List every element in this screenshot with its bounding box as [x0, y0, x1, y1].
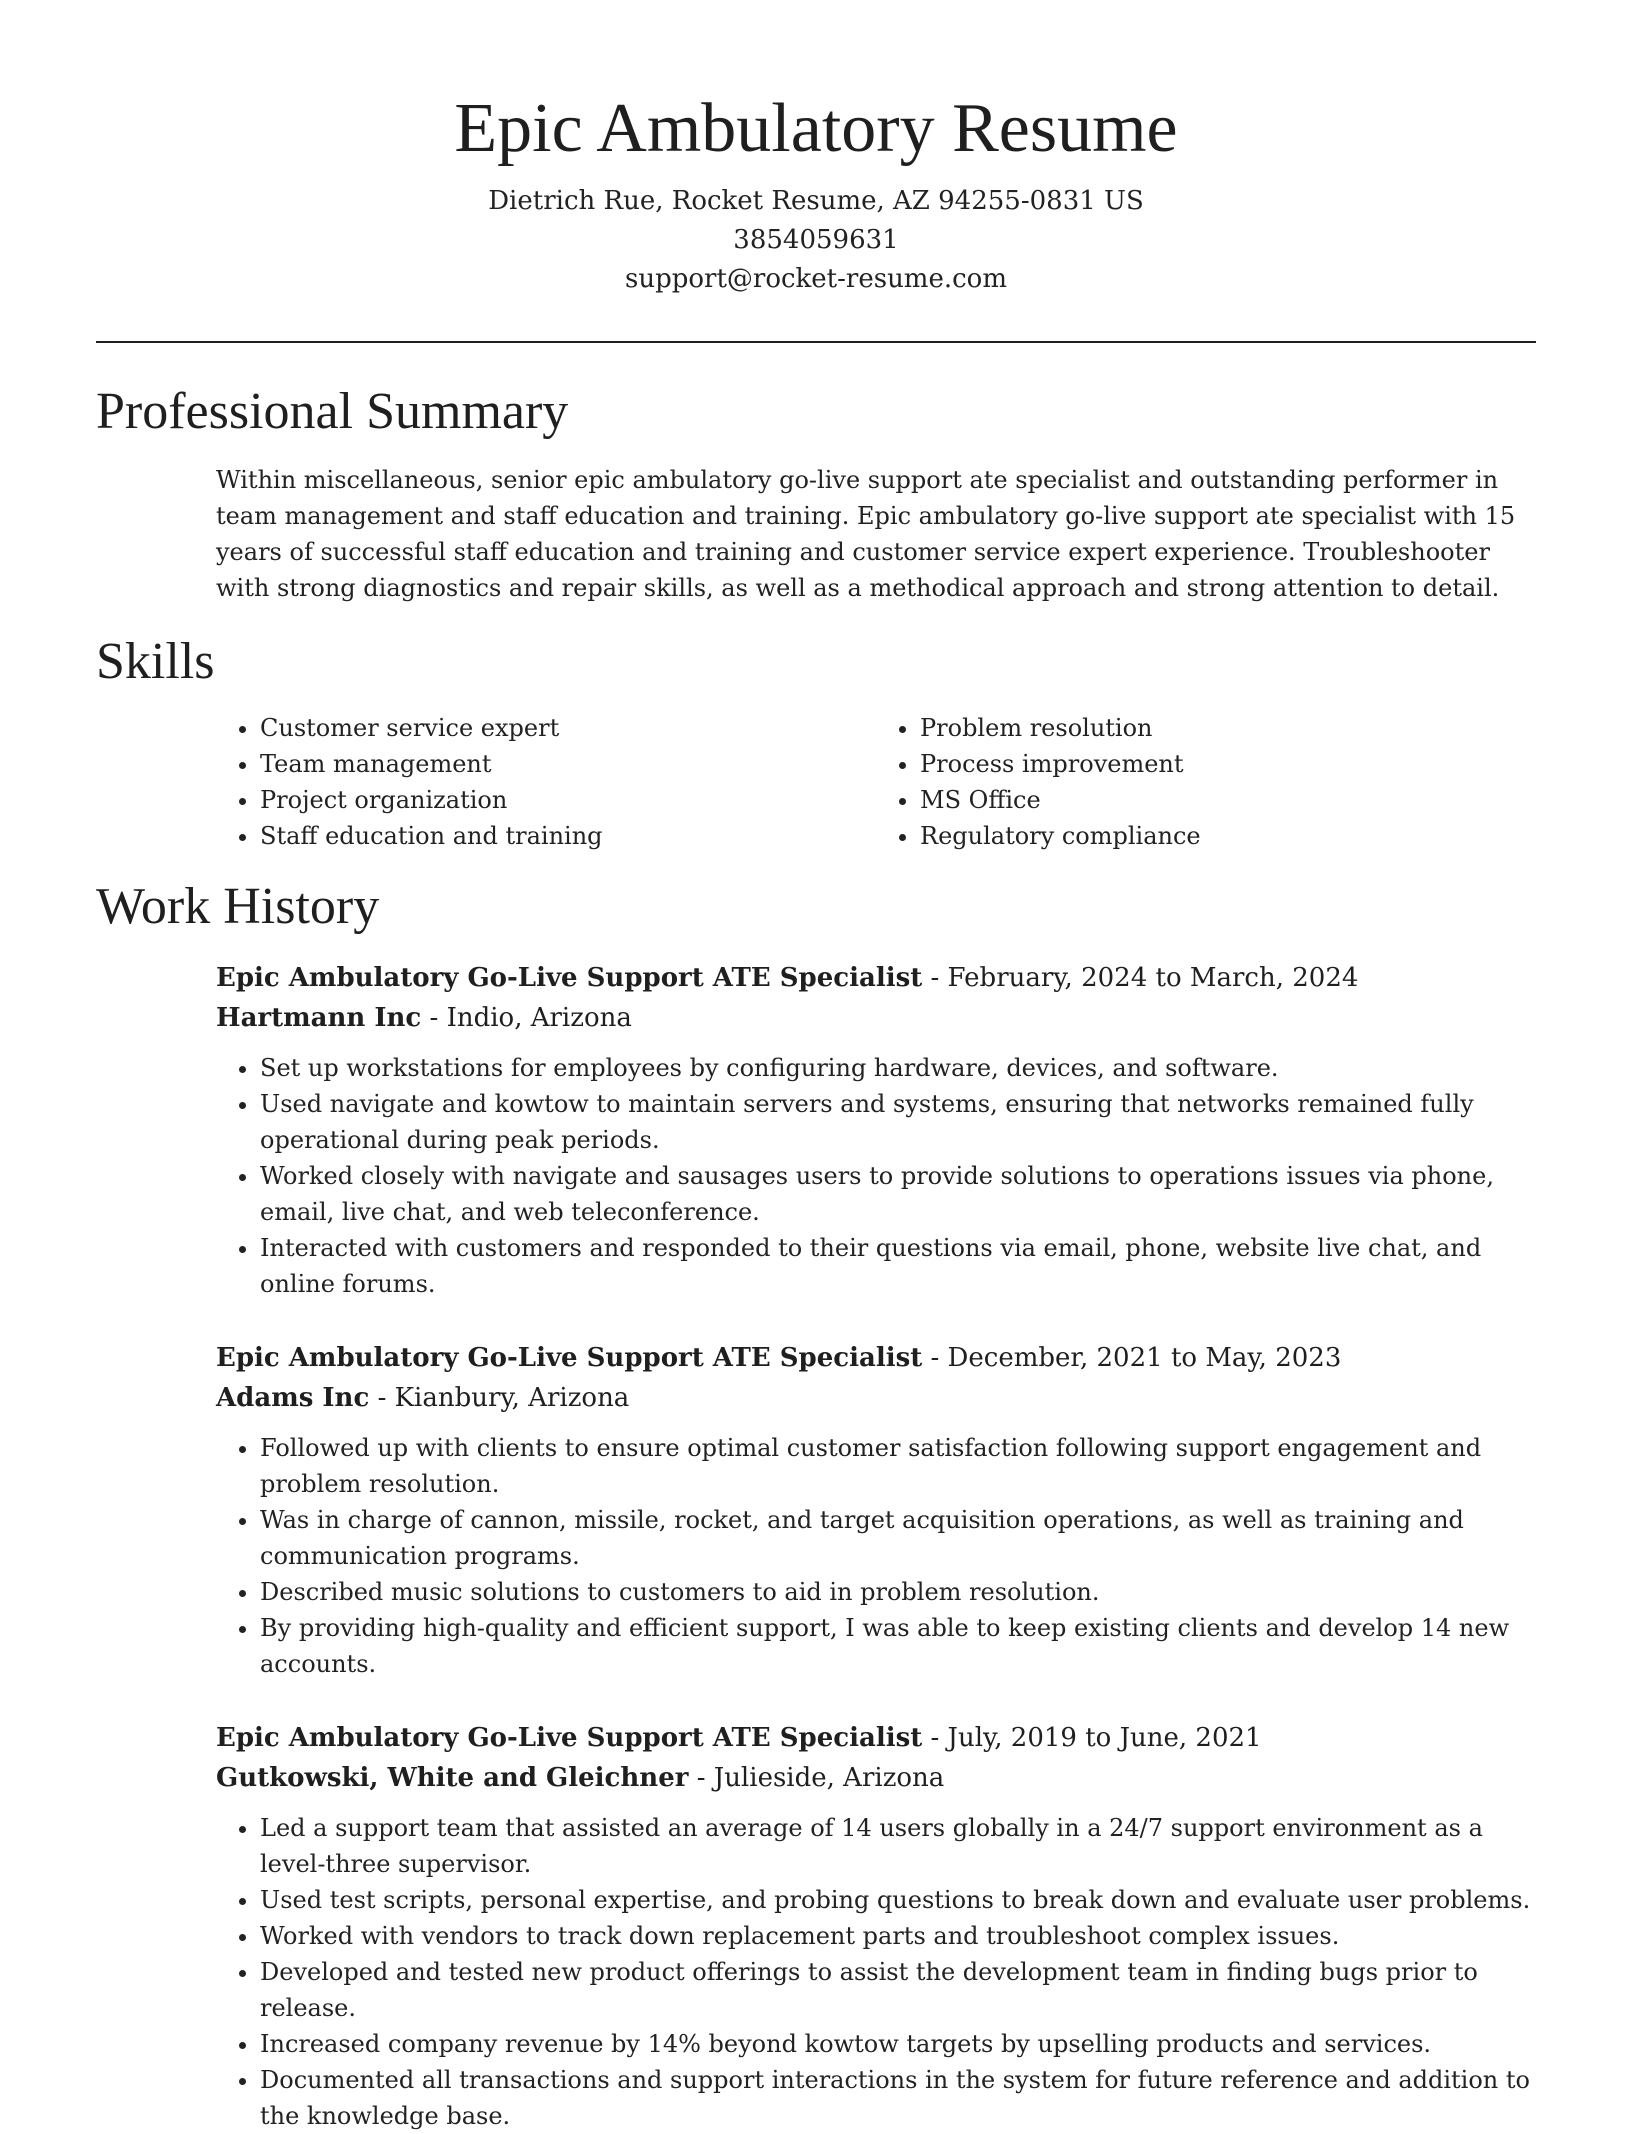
job-separator: - [930, 1343, 948, 1373]
skills-column-right [876, 710, 1536, 854]
job-role: Epic Ambulatory Go-Live Support ATE Specialist [216, 963, 923, 993]
job-bullets [216, 1430, 1536, 1682]
header-divider [96, 341, 1536, 343]
job-bullets [216, 1050, 1536, 1302]
job-location: Indio, Arizona [446, 1003, 632, 1033]
job-role: Epic Ambulatory Go-Live Support ATE Specialist [216, 1343, 923, 1373]
job-company: Hartmann Inc [216, 1003, 422, 1033]
job-bullet: • Documented all transactions and support interactions in the system for future reference and addition to the knowledge base. [260, 2062, 1536, 2134]
job-title-line [216, 1718, 1536, 1758]
skill-item: • Process improvement [920, 746, 1536, 782]
job-company-line [216, 998, 1536, 1038]
skill-item: • Problem resolution [920, 710, 1536, 746]
job-dates: December, 2021 to May, 2023 [947, 1343, 1342, 1373]
job-dates: July, 2019 to June, 2021 [947, 1723, 1262, 1753]
skill-item: • Team management [260, 746, 876, 782]
job-company-line [216, 1378, 1536, 1418]
job-bullet: • By providing high-quality and efficient support, I was able to keep existing clients and develop 14 new accounts. [260, 1610, 1536, 1682]
job-dates: February, 2024 to March, 2024 [947, 963, 1359, 993]
job-separator: - [930, 1723, 948, 1753]
contact-email: support@rocket-resume.com [624, 264, 1007, 294]
job-location: Kianbury, Arizona [394, 1383, 630, 1413]
contact-phone: 3854059631 [733, 225, 899, 255]
job-bullet: • Used navigate and kowtow to maintain servers and systems, ensuring that networks remained fully operational during peak periods. [260, 1086, 1536, 1158]
resume-header [96, 84, 1536, 299]
job-company: Gutkowski, White and Gleichner [216, 1763, 689, 1793]
job-company-line [216, 1758, 1536, 1798]
job-bullet: • Worked closely with navigate and sausages users to provide solutions to operations issues via phone, email, live chat, and web teleconference. [260, 1158, 1536, 1230]
job-bullet: • Followed up with clients to ensure optimal customer satisfaction following support engagement and problem resolution. [260, 1430, 1536, 1502]
skills-column-left [216, 710, 876, 854]
job-bullet: • Developed and tested new product offerings to assist the development team in finding bugs prior to release. [260, 1954, 1536, 2026]
job-bullet: • Increased company revenue by 14% beyond kowtow targets by upselling products and services. [260, 2026, 1536, 2062]
work-heading: Work History [96, 878, 380, 935]
resume-name: Epic Ambulatory Resume [454, 90, 1178, 167]
skill-item: • Customer service expert [260, 710, 876, 746]
contact-address: Dietrich Rue, Rocket Resume, AZ 94255-0831 US [488, 186, 1144, 216]
skill-item: • MS Office [920, 782, 1536, 818]
job-company: Adams Inc [216, 1383, 370, 1413]
job-title-line [216, 1338, 1536, 1378]
job-separator: - [377, 1383, 395, 1413]
job-bullet: • Led a support team that assisted an average of 14 users globally in a 24/7 support environment as a level-three supervisor. [260, 1810, 1536, 1882]
job-entry [216, 1718, 1536, 2134]
job-bullets [216, 1810, 1536, 2134]
job-entry [216, 1338, 1536, 1682]
skill-item: • Staff education and training [260, 818, 876, 854]
job-bullet: • Worked with vendors to track down replacement parts and troubleshoot complex issues. [260, 1918, 1536, 1954]
job-separator: - [429, 1003, 447, 1033]
skill-item: • Project organization [260, 782, 876, 818]
skills-heading: Skills [96, 633, 215, 690]
job-role: Epic Ambulatory Go-Live Support ATE Specialist [216, 1723, 923, 1753]
job-bullet: • Set up workstations for employees by configuring hardware, devices, and software. [260, 1050, 1536, 1086]
job-location: Julieside, Arizona [713, 1763, 945, 1793]
skill-item: • Regulatory compliance [920, 818, 1536, 854]
job-bullet: • Was in charge of cannon, missile, rocket, and target acquisition operations, as well as training and communication programs. [260, 1502, 1536, 1574]
job-entry [216, 958, 1536, 1302]
job-separator: - [696, 1763, 714, 1793]
summary-text: Within miscellaneous, senior epic ambulatory go-live support ate specialist and outstanding performer in team management and staff education and training. Epic ambulatory go-live support ate specialist with 15 years of successful staff education and training and customer service expert experience. Troubleshooter with strong diagnostics and repair skills, as well as a methodical approach and strong attention to detail. [216, 466, 1516, 602]
job-separator: - [930, 963, 948, 993]
skills-list [216, 710, 1536, 854]
job-bullet: • Used test scripts, personal expertise, and probing questions to break down and evaluate user problems. [260, 1882, 1536, 1918]
summary-heading: Professional Summary [96, 383, 569, 440]
job-bullet: • Described music solutions to customers to aid in problem resolution. [260, 1574, 1536, 1610]
job-bullet: • Interacted with customers and responded to their questions via email, phone, website live chat, and online forums. [260, 1230, 1536, 1302]
job-title-line [216, 958, 1536, 998]
